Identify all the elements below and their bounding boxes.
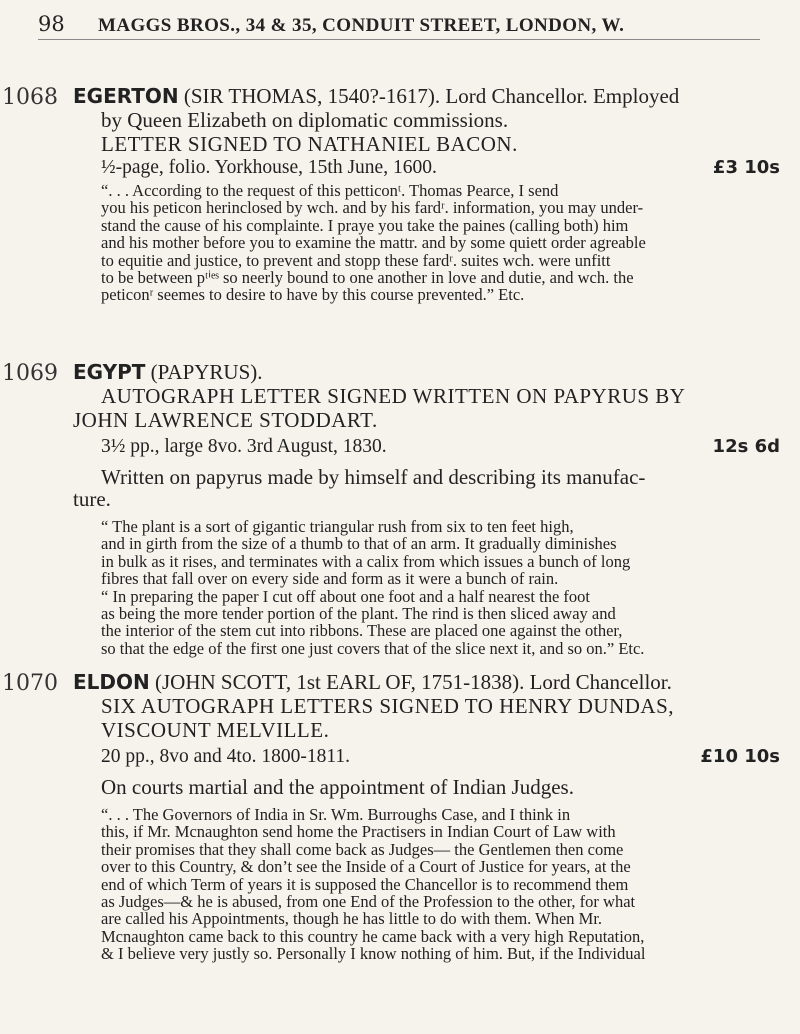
- lot-desc-text: 20 pp., 8vo and 4to. 1800-1811.: [101, 746, 350, 767]
- lot-quote: [73, 518, 780, 657]
- page-number: 98: [38, 12, 65, 36]
- note-line: ture.: [73, 487, 111, 511]
- quote-line: and his mother before you to examine the mattr. and by some quiett order agreable: [101, 233, 646, 253]
- quote-line: stand the cause of his complainte. I praye you take the paines (calling both) him: [101, 215, 629, 235]
- lot-heading-cont: by Queen Elizabeth on diplomatic commissions.: [101, 108, 509, 132]
- lot-body: [73, 84, 780, 304]
- quote-line: end of which Term of years it is supposed the Chancellor is to recommend them: [101, 874, 629, 894]
- quote-line: to be between pᵗⁱᵉˢ so neerly bound to one another in love and dutie, and wch. the: [101, 268, 634, 288]
- lot-heading: [73, 670, 780, 694]
- lot-desc-text: 3½ pp., large 8vo. 3rd August, 1830.: [101, 436, 387, 457]
- lot-subtitle: SIX AUTOGRAPH LETTERS SIGNED TO HENRY DUNDAS,: [101, 694, 675, 718]
- lot-price: £10 10s: [700, 746, 780, 767]
- lot-body: [73, 360, 780, 657]
- quote-line: are called his Appointments, though he has little to do with them. When Mr.: [101, 909, 603, 929]
- lot-quote: [73, 806, 780, 963]
- quote-line: as Judges—& he is abused, from one End of the Profession to the other, for what: [101, 892, 636, 912]
- lot-desc-text: ½-page, folio. Yorkhouse, 15th June, 1600.: [101, 157, 437, 178]
- lot-name: ELDON: [73, 670, 150, 694]
- lot-heading-rest: (JOHN SCOTT, 1st EARL OF, 1751-1838). Lord Chancellor.: [155, 670, 672, 694]
- lot-body: [73, 670, 780, 963]
- quote-line: and in girth from the size of a thumb to that of an arm. It gradually diminishes: [101, 534, 617, 554]
- lot-number: 1069: [2, 361, 58, 386]
- lot-quote: [73, 182, 780, 304]
- quote-line: fibres that fall over on every side and form as it were a bunch of rain.: [101, 569, 559, 589]
- lot-subtitle-cont: JOHN LAWRENCE STODDART.: [73, 408, 378, 432]
- lot-price: 12s 6d: [712, 436, 780, 457]
- lot-heading-rest: (PAPYRUS).: [150, 360, 263, 384]
- quote-line: the interior of the stem cut into ribbons. These are placed one against the other,: [101, 621, 623, 641]
- lot-heading: [73, 360, 780, 384]
- lot-note: [73, 466, 780, 510]
- quote-line: over to this Country, & don’t see the Inside of a Court of Justice for years, at the: [101, 857, 631, 877]
- running-head: MAGGS BROS., 34 & 35, CONDUIT STREET, LONDON, W.: [98, 15, 625, 36]
- lot-subtitle: AUTOGRAPH LETTER SIGNED WRITTEN ON PAPYRUS BY: [101, 384, 686, 408]
- quote-line: peticonʳ seemes to desire to have by this course prevented.” Etc.: [101, 285, 525, 305]
- lot-description: [73, 157, 780, 179]
- quote-line: “ The plant is a sort of gigantic triangular rush from six to ten feet high,: [101, 517, 574, 536]
- quote-line: so that the edge of the first one just covers that of the slice next it, and so on.” Etc.: [101, 638, 645, 658]
- lot-heading-rest: (SIR THOMAS, 1540?-1617). Lord Chancellor. Employed: [183, 84, 680, 108]
- note-line: On courts martial and the appointment of Indian Judges.: [101, 775, 574, 799]
- quote-line: to equitie and justice, to prevent and stopp these fardʳ. suites wch. were unfitt: [101, 250, 611, 270]
- lot-name: EGYPT: [73, 360, 146, 384]
- quote-line: as being the more tender portion of the plant. The rind is then sliced away and: [101, 604, 616, 624]
- quote-line: & I believe very justly so. Personally I know nothing of him. But, if the Individual: [101, 944, 646, 964]
- lot-price: £3 10s: [712, 157, 780, 178]
- lot-description: [73, 436, 780, 458]
- quote-line: their promises that they shall come back as Judges— the Gentlemen then come: [101, 839, 624, 859]
- quote-line: “. . . According to the request of this petticonᵗ. Thomas Pearce, I send: [101, 181, 559, 200]
- quote-line: in bulk as it rises, and terminates with a calix from which issues a bunch of long: [101, 551, 631, 571]
- quote-line: Mcnaughton came back to this country he came back with a very high Reputation,: [101, 926, 645, 946]
- quote-line: you his peticon herinclosed by wch. and by his fardʳ. information, you may under-: [101, 198, 644, 218]
- lot-subtitle: LETTER SIGNED TO NATHANIEL BACON.: [101, 132, 518, 156]
- quote-line: this, if Mr. Mcnaughton send home the Practisers in Indian Court of Law with: [101, 822, 616, 842]
- lot-number: 1068: [2, 85, 58, 110]
- lot-subtitle-cont: VISCOUNT MELVILLE.: [101, 718, 330, 742]
- quote-line: “ In preparing the paper I cut off about one foot and a half nearest the foot: [101, 586, 590, 606]
- lot-number: 1070: [2, 671, 58, 696]
- lot-name: EGERTON: [73, 84, 179, 108]
- lot-heading: [73, 84, 780, 108]
- lot-description: [73, 746, 780, 768]
- quote-line: “. . . The Governors of India in Sr. Wm. Burroughs Case, and I think in: [101, 805, 571, 824]
- note-line: Written on papyrus made by himself and describing its manufac-: [101, 465, 646, 489]
- page-header: [38, 12, 760, 40]
- lot-note: [73, 776, 780, 798]
